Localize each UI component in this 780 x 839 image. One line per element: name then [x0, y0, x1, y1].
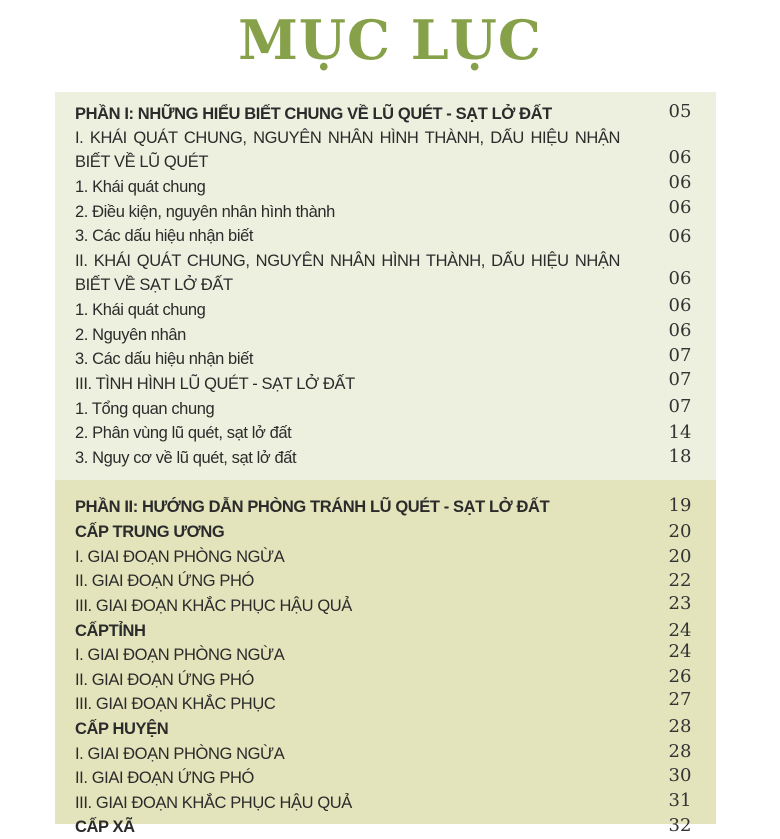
toc-entry-general-overview[interactable]: 1. Khái quát chung	[75, 301, 206, 319]
toc-page-number: 24	[668, 641, 692, 662]
toc-page-number: 28	[668, 716, 692, 737]
toc-page-number: 06	[668, 172, 692, 193]
toc-section-part-1	[55, 92, 716, 480]
toc-entry-part-1-heading[interactable]: PHẦN I: NHỮNG HIỂU BIẾT CHUNG VỀ LŨ QUÉT - SẠT LỞ ĐẤT	[75, 105, 552, 123]
toc-entry-warning-signs[interactable]: 3. Các dấu hiệu nhận biết	[75, 227, 254, 245]
toc-page-number: 14	[668, 422, 692, 443]
toc-entry-response-phase[interactable]: II. GIAI ĐOẠN ỨNG PHÓ	[75, 769, 254, 787]
toc-page-number: 20	[668, 546, 692, 567]
toc-page-number: 06	[668, 147, 692, 168]
page-title: MỤC LỤC	[238, 8, 542, 72]
toc-page-number: 20	[668, 521, 692, 542]
toc-entry-prevention-phase[interactable]: I. GIAI ĐOẠN PHÒNG NGỪA	[75, 745, 285, 763]
toc-page-number: 19	[668, 495, 692, 516]
toc-page-number: 06	[668, 320, 692, 341]
toc-entry-prevention-phase[interactable]: I. GIAI ĐOẠN PHÒNG NGỪA	[75, 646, 285, 664]
toc-entry-recovery-phase[interactable]: III. GIAI ĐOẠN KHẮC PHỤC HẬU QUẢ	[75, 794, 352, 812]
toc-entry-warning-signs[interactable]: 3. Các dấu hiệu nhận biết	[75, 350, 254, 368]
toc-page-number: 06	[668, 295, 692, 316]
toc-entry-general-review[interactable]: 1. Tổng quan chung	[75, 400, 215, 418]
toc-entry-landslide-overview[interactable]: II. KHÁI QUÁT CHUNG, NGUYÊN NHÂN HÌNH THÀNH, DẤU HIỆU NHẬN BIẾT VỀ SẠT LỞ ĐẤT	[75, 252, 620, 294]
toc-entry-situation[interactable]: III. TÌNH HÌNH LŨ QUÉT - SẠT LỞ ĐẤT	[75, 375, 355, 393]
toc-page-number: 05	[668, 101, 692, 122]
toc-entry-response-phase[interactable]: II. GIAI ĐOẠN ỨNG PHÓ	[75, 572, 254, 590]
toc-section-part-2	[55, 480, 716, 836]
toc-page-number: 28	[668, 741, 692, 762]
toc-entry-causes[interactable]: 2. Nguyên nhân	[75, 326, 186, 344]
toc-page-number: 26	[668, 666, 692, 687]
toc-page-number: 18	[668, 446, 692, 467]
toc-entry-general-overview[interactable]: 1. Khái quát chung	[75, 178, 206, 196]
toc-page-number: 22	[668, 570, 692, 591]
toc-page-number: 07	[668, 396, 692, 417]
toc-entry-response-phase[interactable]: II. GIAI ĐOẠN ỨNG PHÓ	[75, 671, 254, 689]
toc-page-number: 06	[668, 268, 692, 289]
toc-entry-province-level[interactable]: CẤPTỈNH	[75, 622, 146, 640]
toc-entry-recovery-phase[interactable]: III. GIAI ĐOẠN KHẮC PHỤC HẬU QUẢ	[75, 597, 352, 615]
toc-page-number: 32	[668, 815, 692, 836]
toc-page-number: 06	[668, 197, 692, 218]
toc-entry-part-2-heading[interactable]: PHẦN II: HƯỚNG DẪN PHÒNG TRÁNH LŨ QUÉT - SẠT LỞ ĐẤT	[75, 498, 550, 516]
toc-page-number: 31	[668, 790, 692, 811]
toc-entry-recovery-phase[interactable]: III. GIAI ĐOẠN KHẮC PHỤC	[75, 695, 276, 713]
toc-page-number: 07	[668, 369, 692, 390]
toc-page-number: 23	[668, 593, 692, 614]
toc-entry-central-level[interactable]: CẤP TRUNG ƯƠNG	[75, 523, 225, 541]
toc-page-number: 06	[668, 226, 692, 247]
toc-page-number: 27	[668, 689, 692, 710]
toc-entry-lu-quet-overview[interactable]: I. KHÁI QUÁT CHUNG, NGUYÊN NHÂN HÌNH THÀNH, DẤU HIỆU NHẬN BIẾT VỀ LŨ QUÉT	[75, 129, 620, 171]
toc-entry-zoning[interactable]: 2. Phân vùng lũ quét, sạt lở đất	[75, 424, 292, 442]
toc-entry-conditions-causes[interactable]: 2. Điều kiện, nguyên nhân hình thành	[75, 203, 335, 221]
toc-page-number: 30	[668, 765, 692, 786]
toc-entry-district-level[interactable]: CẤP HUYỆN	[75, 720, 169, 738]
toc-entry-prevention-phase[interactable]: I. GIAI ĐOẠN PHÒNG NGỪA	[75, 548, 285, 566]
toc-entry-risk[interactable]: 3. Nguy cơ về lũ quét, sạt lở đất	[75, 449, 297, 467]
toc-entry-commune-level[interactable]: CẤP XÃ	[75, 818, 135, 836]
toc-page-number: 07	[668, 345, 692, 366]
toc-page-number: 24	[668, 620, 692, 641]
